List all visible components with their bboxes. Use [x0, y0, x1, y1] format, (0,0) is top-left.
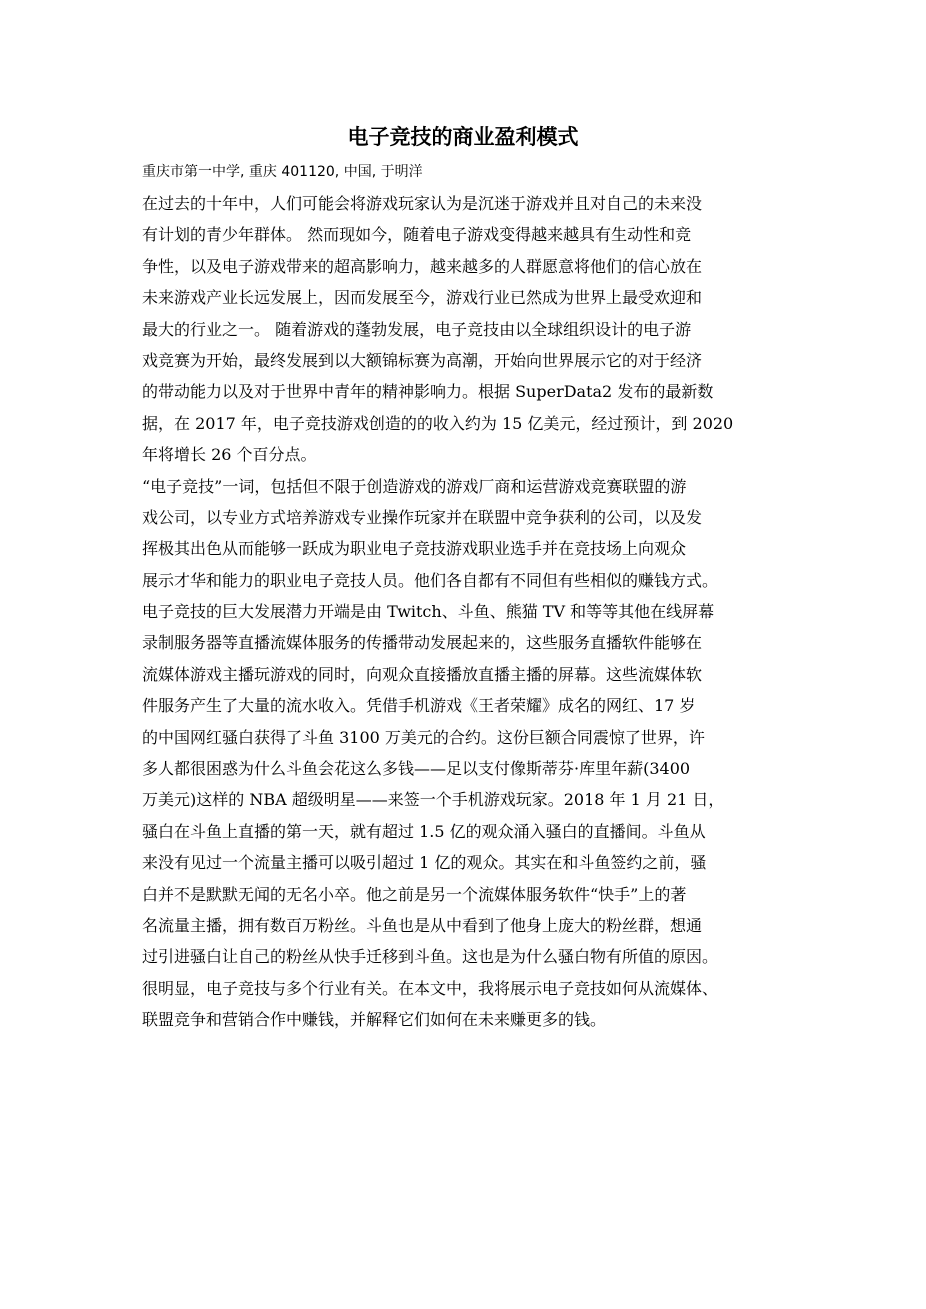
text-line: 争性，以及电子游戏带来的超高影响力，越来越多的人群愿意将他们的信心放在	[142, 256, 703, 276]
text-line: 的带动能力以及对于世界中青年的精神影响力。根据 SuperData2 发布的最新数	[142, 382, 714, 402]
text-line: 多人都很困惑为什么斗鱼会花这么多钱——足以支付像斯蒂芬·库里年薪(3400	[142, 759, 691, 779]
body-text	[142, 188, 802, 1036]
text-line: 未来游戏产业长远发展上，因而发展至今，游戏行业已然成为世界上最受欢迎和	[142, 288, 703, 308]
text-line: 万美元)这样的 NBA 超级明星——来签一个手机游戏玩家。2018 年 1 月 21 日，	[142, 790, 725, 810]
author-affiliation: 重庆市第一中学, 重庆 401120, 中国, 于明洋	[142, 164, 423, 180]
text-line: 录制服务器等直播流媒体服务的传播带动发展起来的，这些服务直播软件能够在	[142, 633, 703, 653]
text-line: 展示才华和能力的职业电子竞技人员。他们各自都有不同但有些相似的赚钱方式。	[142, 570, 719, 590]
text-line: 在过去的十年中，人们可能会将游戏玩家认为是沉迷于游戏并且对自己的未来没	[142, 194, 703, 213]
text-line: “电子竞技”一词，包括但不限于创造游戏的游戏厂商和运营游戏竞赛联盟的游	[142, 476, 687, 496]
text-line: 年将增长 26 个百分点。	[142, 445, 317, 465]
text-line: 流媒体游戏主播玩游戏的同时，向观众直接播放直播主播的屏幕。这些流媒体软	[142, 664, 703, 684]
text-line: 名流量主播，拥有数百万粉丝。斗鱼也是从中看到了他身上庞大的粉丝群，想通	[142, 915, 703, 935]
text-line: 白并不是默默无闻的无名小卒。他之前是另一个流媒体服务软件“快手”上的著	[142, 884, 687, 904]
text-line: 很明显，电子竞技与多个行业有关。在本文中，我将展示电子竞技如何从流媒体、	[142, 978, 719, 998]
text-line: 挥极其出色从而能够一跃成为职业电子竞技游戏职业选手并在竞技场上向观众	[142, 539, 687, 559]
text-line: 骚白在斗鱼上直播的第一天，就有超过 1.5 亿的观众涌入骚白的直播间。斗鱼从	[142, 821, 706, 841]
text-line: 过引进骚白让自己的粉丝从快手迁移到斗鱼。这也是为什么骚白物有所值的原因。	[142, 947, 719, 967]
text-line: 戏竞赛为开始，最终发展到以大额锦标赛为高潮，开始向世界展示它的对于经济	[142, 350, 703, 370]
text-line: 来没有见过一个流量主播可以吸引超过 1 亿的观众。其实在和斗鱼签约之前，骚	[142, 853, 707, 873]
text-line: 最大的行业之一。 随着游戏的蓬勃发展，电子竞技由以全球组织设计的电子游	[142, 319, 692, 339]
text-line: 有计划的青少年群体。 然而现如今，随着电子游戏变得越来越具有生动性和竞	[142, 225, 692, 245]
document-title: 电子竞技的商业盈利模式	[347, 125, 579, 149]
text-line: 电子竞技的巨大发展潜力开端是由 Twitch、斗鱼、熊猫 TV 和等等其他在线屏幕	[142, 602, 715, 622]
text-line: 件服务产生了大量的流水收入。凭借手机游戏《王者荣耀》成名的网红、17 岁	[142, 696, 696, 716]
text-line: 的中国网红骚白获得了斗鱼 3100 万美元的合约。这份巨额合同震惊了世界，许	[142, 727, 705, 747]
text-line: 联盟竞争和营销合作中赚钱，并解释它们如何在未来赚更多的钱。	[142, 1010, 607, 1030]
text-line: 据，在 2017 年，电子竞技游戏创造的的收入约为 15 亿美元，经过预计，到 2020	[142, 413, 734, 433]
text-line: 戏公司，以专业方式培养游戏专业操作玩家并在联盟中竞争获利的公司，以及发	[142, 507, 703, 527]
